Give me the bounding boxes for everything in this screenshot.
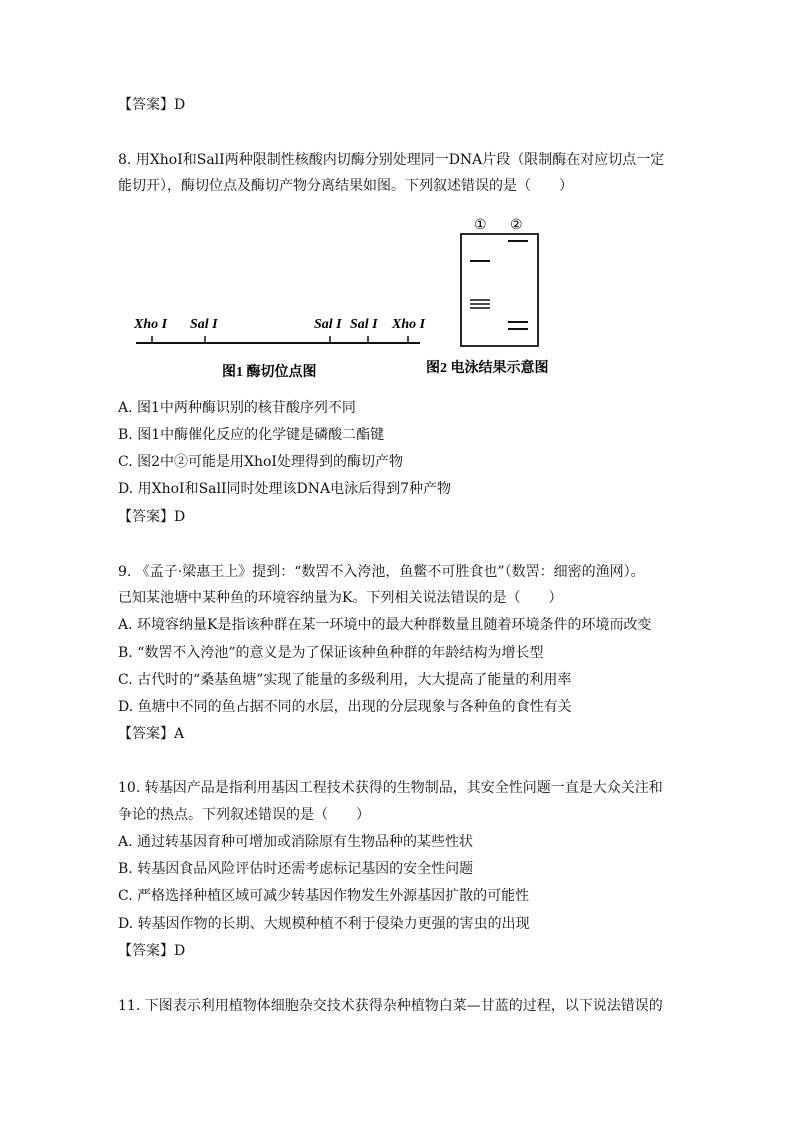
q11-stem-line1: 11. 下图表示利用植物体细胞杂交技术获得杂种植物白菜—甘蓝的过程，以下说法错误的 [118,998,663,1014]
site-label-xho-2: Xho I [392,317,426,332]
q8-stem-line1: 8. 用XhoI和SalI两种限制性核酸内切酶分别处理同一DNA片段（限制酶在对应切点一定 [118,152,665,168]
q10-stem-line1: 10. 转基因产品是指利用基因工程技术获得的生物制品，其安全性问题一直是大众关注和 [118,780,663,796]
q9-stem-line2: 已知某池塘中某种鱼的环境容纳量为K。下列相关说法错误的是（ ） [118,590,563,606]
site-label-sal-2: Sal I [314,317,342,332]
q9-stem-line1: 9. 《孟子·梁惠王上》提到：“数罟不入洿池，鱼鳖不可胜食也”（数罟：细密的渔网）。 [118,564,645,580]
answer-q7: 【答案】D [118,97,186,113]
answer-q10: 【答案】D [118,943,186,959]
lane-label-1: ① [474,218,487,233]
q8-option-b: B. 图1中酶催化反应的化学键是磷酸二酯键 [118,427,385,443]
q8-option-c: C. 图2中②可能是用XhoI处理得到的酶切产物 [118,454,403,470]
q10-option-b: B. 转基因食品风险评估时还需考虑标记基因的安全性问题 [118,861,474,877]
q8-figure [130,218,590,388]
site-label-sal-1: Sal I [190,317,218,332]
lane-label-2: ② [510,218,523,233]
q8-option-d: D. 用XhoI和SalI同时处理该DNA电泳后得到7种产物 [118,481,452,497]
q10-option-a: A. 通过转基因育种可增加或消除原有生物品种的某些性状 [118,834,474,850]
q10-stem-line2: 争论的热点。下列叙述错误的是（ ） [118,807,370,823]
fig1-caption: 图1 酶切位点图 [222,365,317,380]
q10-option-d: D. 转基因作物的长期、大规模种植不利于侵染力更强的害虫的出现 [118,916,530,932]
q10-option-c: C. 严格选择种植区域可减少转基因作物发生外源基因扩散的可能性 [118,888,530,904]
fig2-caption: 图2 电泳结果示意图 [426,361,549,376]
q9-option-c: C. 古代时的“桑基鱼塘”实现了能量的多级利用，大大提高了能量的利用率 [118,672,572,688]
q8-stem-line2: 能切开），酶切位点及酶切产物分离结果如图。下列叙述错误的是（ ） [118,178,573,194]
q9-option-b: B. “数罟不入洿池”的意义是为了保证该种鱼种群的年龄结构为增长型 [118,645,544,661]
q8-option-a: A. 图1中两种酶识别的核苷酸序列不同 [118,400,356,416]
q9-option-a: A. 环境容纳量K是指该种群在某一环境中的最大种群数量且随着环境条件的环境而改变 [118,617,652,633]
site-label-xho-1: Xho I [134,317,168,332]
q9-option-d: D. 鱼塘中不同的鱼占据不同的水层，出现的分层现象与各种鱼的食性有关 [118,699,572,715]
site-label-sal-3: Sal I [350,317,378,332]
answer-q8: 【答案】D [118,509,186,525]
answer-q9: 【答案】A [118,726,185,742]
